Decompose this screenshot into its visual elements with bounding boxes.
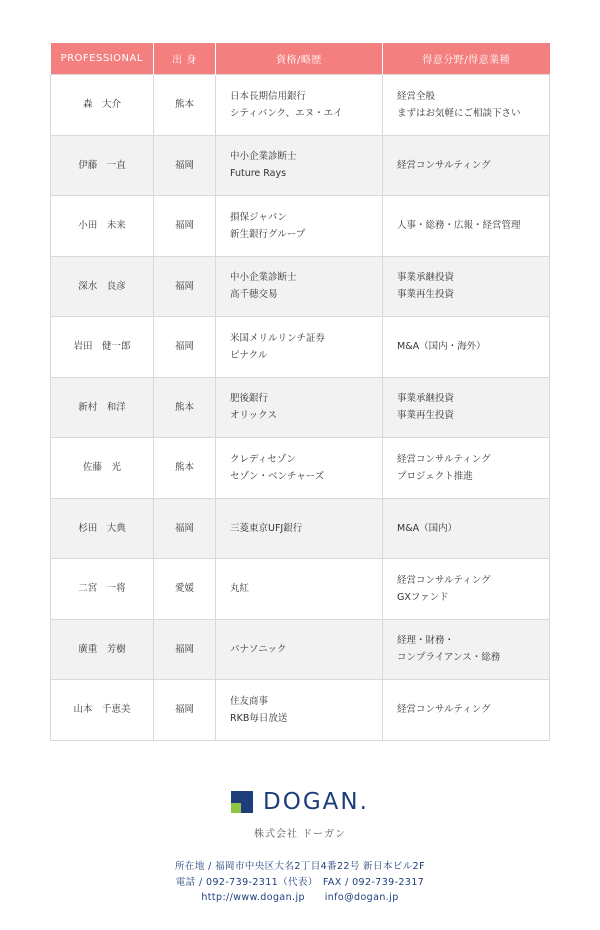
career-line: Future Rays xyxy=(230,168,287,180)
career-cell xyxy=(216,438,383,499)
professional-name: 廣重 芳樹 xyxy=(51,619,154,680)
career-line: 住友商事 xyxy=(230,695,269,707)
field-line: 事業承継投資 xyxy=(397,393,455,405)
table-row xyxy=(51,377,550,438)
logo-text: DOGAN. xyxy=(263,789,369,815)
field-line: 事業承継投資 xyxy=(397,272,455,284)
professional-name: 新村 和洋 xyxy=(51,377,154,438)
table-row xyxy=(51,256,550,317)
career-cell xyxy=(216,196,383,257)
field-cell xyxy=(383,135,550,196)
table-row xyxy=(51,75,550,136)
origin: 福岡 xyxy=(154,680,216,741)
field-line: M&A（国内） xyxy=(397,522,458,534)
origin: 熊本 xyxy=(154,75,216,136)
career-cell xyxy=(216,317,383,378)
field-line: 事業再生投資 xyxy=(397,289,455,301)
phone-line: 電話 / 092-739-2311（代表） FAX / 092-739-2317 xyxy=(175,876,425,888)
origin: 福岡 xyxy=(154,135,216,196)
professional-table-container xyxy=(50,43,549,741)
header-origin: 出 身 xyxy=(154,43,216,75)
field-cell xyxy=(383,377,550,438)
field-line: GXファンド xyxy=(397,591,449,603)
professional-table xyxy=(50,43,550,741)
career-line: 米国メリルリンチ証券 xyxy=(230,332,326,344)
career-cell xyxy=(216,256,383,317)
career-cell xyxy=(216,498,383,559)
field-cell xyxy=(383,559,550,620)
table-row xyxy=(51,559,550,620)
field-line: 経理・財務・ xyxy=(397,635,455,647)
field-cell xyxy=(383,196,550,257)
logo-mark-icon xyxy=(231,791,253,813)
table-row xyxy=(51,135,550,196)
table-row xyxy=(51,317,550,378)
table-row xyxy=(51,196,550,257)
field-line: 事業再生投資 xyxy=(397,410,455,422)
field-cell xyxy=(383,438,550,499)
career-line: パナソニック xyxy=(230,643,287,655)
career-line: 肥後銀行 xyxy=(230,393,269,405)
career-line: クレディセゾン xyxy=(230,453,296,465)
field-line: 経営コンサルティング xyxy=(397,574,491,586)
field-cell xyxy=(383,498,550,559)
professional-name: 二宮 一将 xyxy=(51,559,154,620)
career-line: 丸紅 xyxy=(230,583,250,595)
career-line: セゾン・ベンチャーズ xyxy=(230,470,325,482)
origin: 福岡 xyxy=(154,196,216,257)
company-name: 株式会社 ドーガン xyxy=(254,829,346,840)
footer xyxy=(0,790,600,906)
field-line: コンプライアンス・総務 xyxy=(397,652,501,664)
career-line: 高千穂交易 xyxy=(230,289,278,301)
career-line: 中小企業診断士 xyxy=(230,151,297,163)
professional-name: 岩田 健一郎 xyxy=(51,317,154,378)
field-cell xyxy=(383,619,550,680)
career-line: 損保ジャパン xyxy=(230,211,287,223)
origin: 熊本 xyxy=(154,438,216,499)
field-line: M&A（国内・海外） xyxy=(397,341,486,353)
contact-info xyxy=(0,859,600,906)
career-cell xyxy=(216,377,383,438)
field-line: まずはお気軽にご相談下さい xyxy=(397,107,521,119)
header-professional: PROFESSIONAL xyxy=(51,43,154,75)
career-line: RKB毎日放送 xyxy=(230,712,288,724)
field-line: 経営コンサルティング xyxy=(397,453,491,465)
career-cell xyxy=(216,559,383,620)
field-line: 経営コンサルティング xyxy=(397,704,491,716)
professional-name: 伊藤 一直 xyxy=(51,135,154,196)
origin: 愛媛 xyxy=(154,559,216,620)
career-line: 日本長期信用銀行 xyxy=(230,90,307,102)
origin: 福岡 xyxy=(154,317,216,378)
field-line: プロジェクト推進 xyxy=(397,470,473,482)
header-field: 得意分野/得意業種 xyxy=(383,43,550,75)
professional-name: 杉田 大典 xyxy=(51,498,154,559)
career-line: 中小企業診断士 xyxy=(230,272,297,284)
table-row xyxy=(51,498,550,559)
professional-name: 小田 未来 xyxy=(51,196,154,257)
career-line: 三菱東京UFJ銀行 xyxy=(230,522,303,534)
career-cell xyxy=(216,75,383,136)
professional-name: 佐藤 光 xyxy=(51,438,154,499)
field-line: 人事・総務・広報・経営管理 xyxy=(397,220,521,232)
professional-name: 深水 良彦 xyxy=(51,256,154,317)
company-logo xyxy=(0,790,600,814)
field-cell xyxy=(383,256,550,317)
career-cell xyxy=(216,135,383,196)
career-line: オリックス xyxy=(230,410,278,422)
field-line: 経営全般 xyxy=(397,90,436,102)
table-row xyxy=(51,680,550,741)
web-line[interactable]: http://www.dogan.jp info@dogan.jp xyxy=(201,892,399,903)
career-cell xyxy=(216,619,383,680)
field-cell xyxy=(383,317,550,378)
table-header-row xyxy=(51,43,550,75)
field-line: 経営コンサルティング xyxy=(397,159,491,171)
professional-name: 山本 千恵美 xyxy=(51,680,154,741)
career-line: シティバンク、エヌ・エイ xyxy=(230,107,343,119)
origin: 福岡 xyxy=(154,498,216,559)
career-line: 新生銀行グループ xyxy=(230,228,306,240)
address-line: 所在地 / 福岡市中央区大名2丁目4番22号 新日本ビル2F xyxy=(175,861,425,872)
professional-name: 森 大介 xyxy=(51,75,154,136)
field-cell xyxy=(383,75,550,136)
header-career: 資格/略歴 xyxy=(216,43,383,75)
origin: 福岡 xyxy=(154,256,216,317)
origin: 熊本 xyxy=(154,377,216,438)
origin: 福岡 xyxy=(154,619,216,680)
table-row xyxy=(51,619,550,680)
career-cell xyxy=(216,680,383,741)
career-line: ピナクル xyxy=(230,349,268,361)
field-cell xyxy=(383,680,550,741)
table-row xyxy=(51,438,550,499)
